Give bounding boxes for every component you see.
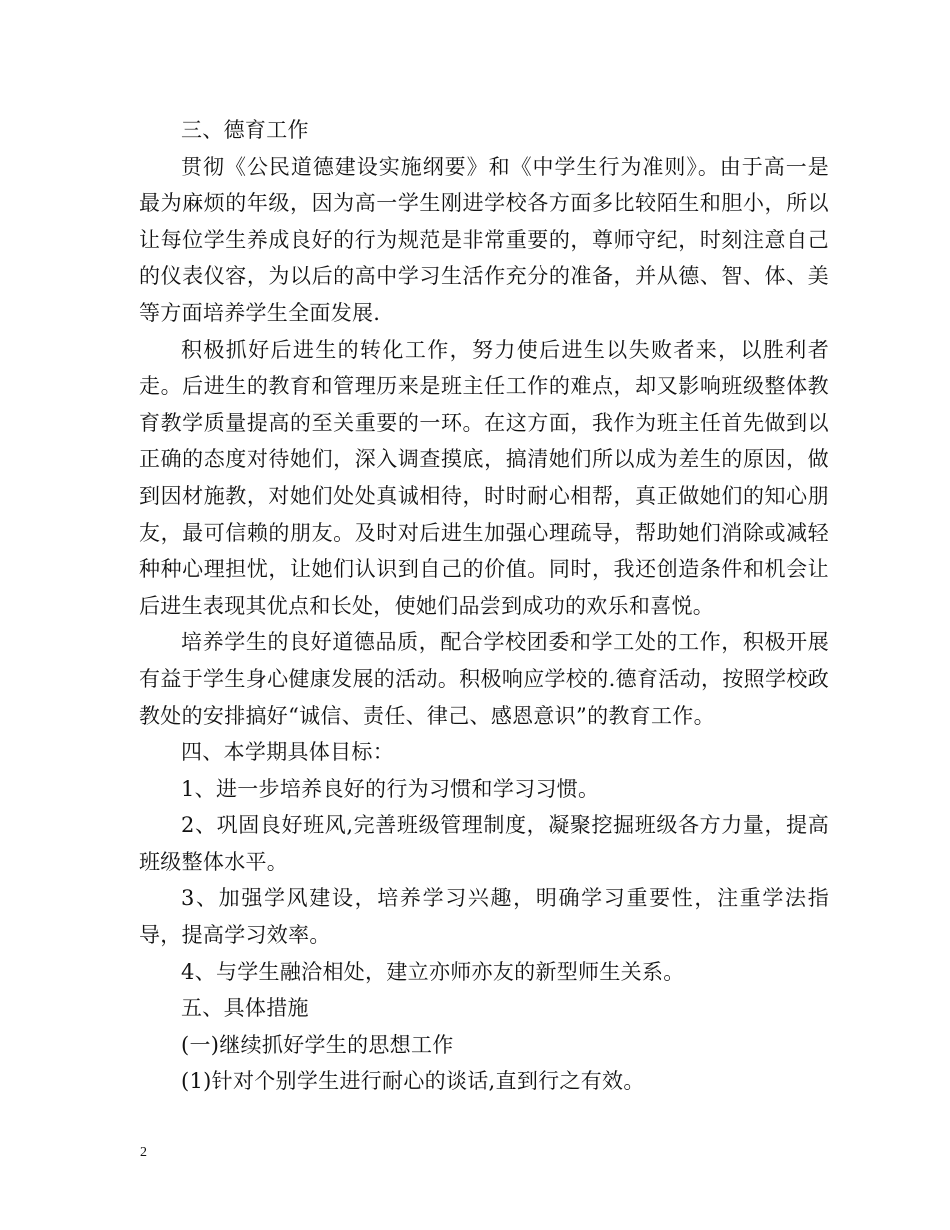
document-body xyxy=(139,112,829,1100)
subheading-ideological-work: (一)继续抓好学生的思想工作 xyxy=(181,1032,454,1057)
paragraph-moral-guidelines: 贯彻《公民道德建设实施纲要》和《中学生行为准则》。由于高一是最为麻烦的年级，因为高一学生刚进学校各方面多比较陌生和胆小，所以让每位学生养成良好的行为规范是非常重要的，尊师守纪，时刻注意自己的仪表仪容，为以后的高中学习生活作充分的准备，并从德、智、体、美等方面培养学生全面发展. xyxy=(139,154,829,325)
goal-item-2: 2、巩固良好班风,完善班级管理制度，凝聚挖掘班级各方力量，提高班级整体水平。 xyxy=(139,813,829,874)
heading-specific-measures: 五、具体措施 xyxy=(181,996,309,1021)
page-number: 2 xyxy=(140,1145,147,1160)
heading-moral-education: 三、德育工作 xyxy=(181,118,309,142)
paragraph-underachiever-work: 积极抓好后进生的转化工作，努力使后进生以失败者来，以胜利者走。后进生的教育和管理历来是班主任工作的难点，却又影响班级整体教育教学质量提高的至关重要的一环。在这方面，我作为班主任首先做到以正确的态度对待她们，深入调查摸底，搞清她们所以成为差生的原因，做到因材施教，对她们处处真诚相待，时时耐心相帮，真正做她们的知心朋友，最可信赖的朋友。及时对后进生加强心理疏导，帮助她们消除或减轻种种心理担忧，让她们认识到自己的价值。同时，我还创造条件和机会让后进生表现其优点和长处，使她们品尝到成功的欢乐和喜悦。 xyxy=(139,337,829,618)
heading-semester-goals: 四、本学期具体目标： xyxy=(181,740,394,765)
measure-item-1: (1)针对个别学生进行耐心的谈话,直到行之有效。 xyxy=(181,1069,645,1094)
goal-item-4: 4、与学生融洽相处，建立亦师亦友的新型师生关系。 xyxy=(181,959,685,984)
goal-item-1: 1、进一步培养良好的行为习惯和学习习惯。 xyxy=(181,776,600,801)
goal-item-3: 3、加强学风建设，培养学习兴趣，明确学习重要性，注重学法指导，提高学习效率。 xyxy=(139,886,829,948)
paragraph-moral-quality: 培养学生的良好道德品质，配合学校团委和学工处的工作，积极开展有益于学生身心健康发展的活动。积极响应学校的.德育活动，按照学校政教处的安排搞好“诚信、责任、律己、感恩意识”的教育工作。 xyxy=(139,630,829,728)
